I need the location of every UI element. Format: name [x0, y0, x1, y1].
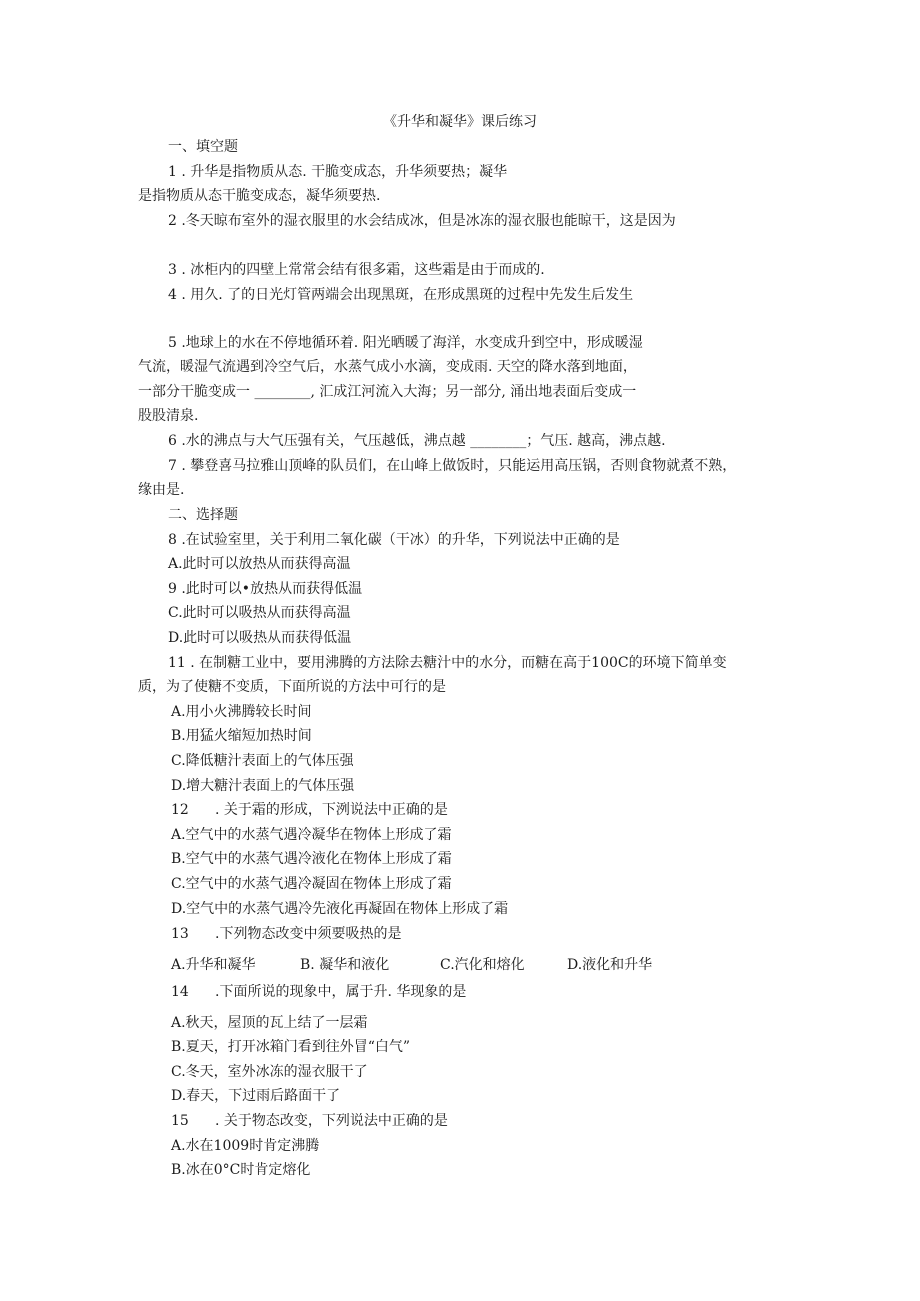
q13-option-d: D.液化和升华: [567, 957, 653, 973]
q8-option-c: C.此时可以吸热从而获得高温: [168, 605, 351, 621]
q14-option-d: D.春天，下过雨后路面干了: [171, 1088, 341, 1104]
q5-line4: 股股清泉.: [138, 408, 199, 424]
q11-option-a: A.用小火沸腾较长时间: [171, 704, 312, 720]
page-title: 《升华和凝华》课后练习: [383, 114, 537, 130]
q14-option-a: A.秋天，屋顶的瓦上结了一层霜: [171, 1015, 368, 1031]
q1-line1: 1 . 升华是指物质从态. 干脆变成态，升华须要热；凝华: [168, 164, 508, 180]
q2-line1: 2 .冬天晾布室外的湿衣服里的水会结成冰，但是冰冻的湿衣服也能晾干，这是因为: [168, 213, 676, 229]
q13-number: 13: [171, 926, 189, 942]
q11-stem-line1: 11 . 在制糖工业中，要用沸腾的方法除去糖汁中的水分，而糖在高于100C的环境下简单变: [168, 655, 727, 671]
q13-option-c: C.汽化和熔化: [440, 957, 525, 973]
q11-stem-line2: 质，为了使糖不变质，下面所说的方法中可行的是: [138, 679, 446, 695]
q15-stem: . 关于物态改变，下列说法中正确的是: [215, 1113, 448, 1129]
section-choice-heading: 二、选择题: [168, 507, 238, 523]
q13-option-b: B. 凝华和液化: [300, 957, 390, 973]
q8-stem: 8 .在试验室里，关于利用二氧化碳（干冰）的升华，下列说法中正确的是: [168, 532, 620, 548]
q15-option-a: A.水在1009时肯定沸腾: [171, 1138, 320, 1154]
q14-stem: .下面所说的现象中，属于升. 华现象的是: [215, 984, 467, 1000]
q14-number: 14: [171, 984, 189, 1000]
q1-line2: 是指物质从态干脆变成态，凝华须要热.: [138, 188, 381, 204]
q13-option-a: A.升华和凝华: [171, 957, 256, 973]
q6-line1: 6 .水的沸点与大气压强有关，气压越低，沸点越 ________；气压. 越高，沸点越.: [168, 433, 666, 449]
q4-line1: 4 . 用久. 了的日光灯管两端会出现黑斑，在形成黑斑的过程中先发生后发生: [168, 287, 634, 303]
q5-line1: 5 .地球上的水在不停地循环着. 阳光晒暖了海洋，水变成升到空中，形成暖湿: [168, 335, 643, 351]
q5-line3: 一部分干脆变成一 ________, 汇成江河流入大海；另一部分, 涌出地表面后变成一: [138, 384, 637, 400]
q12-option-b: B.空气中的水蒸气遇冷液化在物体上形成了霜: [171, 851, 452, 867]
q11-option-c: C.降低糖汁表面上的气体压强: [171, 753, 354, 769]
q11-option-d: D.增大糖汁表面上的气体压强: [171, 778, 355, 794]
q8-option-a: A.此时可以放热从而获得高温: [168, 556, 351, 572]
q7-line2: 缘由是.: [138, 482, 185, 498]
q11-option-b: B.用猛火缩短加热时间: [171, 728, 312, 744]
q14-option-c: C.冬天，室外冰冻的湿衣服干了: [171, 1064, 368, 1080]
q12-option-a: A.空气中的水蒸气遇冷凝华在物体上形成了霜: [171, 827, 452, 843]
q13-stem: .下列物态改变中须要吸热的是: [215, 926, 402, 942]
q12-option-c: C.空气中的水蒸气遇冷凝固在物体上形成了霜: [171, 876, 452, 892]
q14-option-b: B.夏天，打开冰箱门看到往外冒“白气”: [171, 1039, 411, 1055]
section-fill-heading: 一、填空题: [168, 139, 238, 155]
q12-number: 12: [171, 802, 189, 818]
q12-stem: . 关于霜的形成，下洌说法中正确的是: [215, 802, 448, 818]
q8-option-d: D.此时可以吸热从而获得低温: [168, 630, 352, 646]
q3-line1: 3 . 冰柜内的四壁上常常会结有很多霜，这些霜是由于而成的.: [168, 262, 545, 278]
q8-option-b: 9 .此时可以•放热从而获得低温: [168, 581, 363, 597]
q15-option-b: B.冰在0°C时肯定熔化: [171, 1162, 311, 1178]
q12-option-d: D.空气中的水蒸气遇冷先液化再凝固在物体上形成了霜: [171, 901, 509, 917]
q5-line2: 气流，暖湿气流遇到冷空气后，水蒸气成小水滴，变成雨. 天空的降水落到地面，: [138, 359, 637, 375]
q7-line1: 7 . 攀登喜马拉雅山顶峰的队员们，在山峰上做饭时，只能运用高压锅，否则食物就煮不熟，: [168, 458, 737, 474]
q15-number: 15: [171, 1113, 189, 1129]
